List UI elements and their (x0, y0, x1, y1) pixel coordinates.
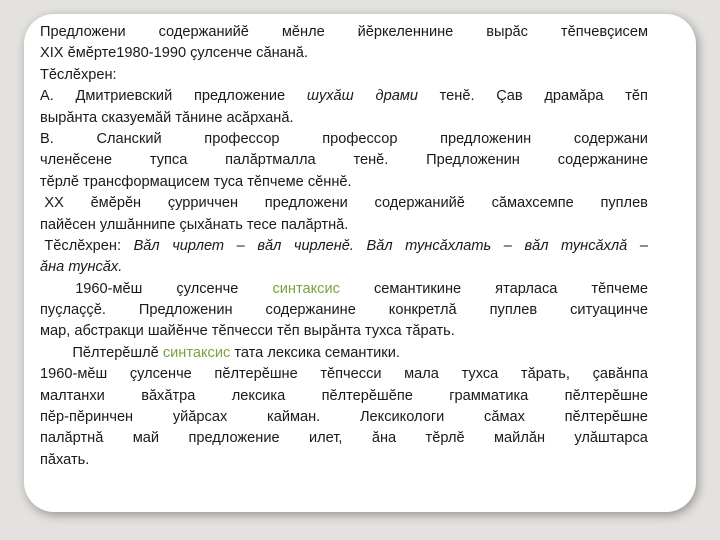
word: предложение (188, 430, 280, 447)
text-line (40, 321, 648, 342)
word: тĕпчеме (591, 280, 648, 297)
word: пĕлтерĕшне (214, 366, 298, 383)
text-segment: пăхать. (40, 451, 90, 468)
text-segment: вырăнта сказуемăй тăнине асăрханă. (40, 109, 294, 126)
paragraph (40, 193, 648, 236)
word: сăмахсемпе (491, 195, 574, 212)
word: – (639, 237, 648, 254)
word: содержанине (557, 152, 648, 169)
text-line (40, 215, 648, 236)
word: конкретлă (388, 302, 457, 319)
text-line (40, 43, 648, 64)
paragraph (40, 129, 648, 193)
word: улăштарса (574, 430, 648, 447)
word: йĕркеленнине (357, 24, 454, 40)
text-segment: синтаксис (162, 344, 231, 361)
word: Лексикологи (359, 409, 445, 426)
word: тенĕ. (439, 88, 475, 105)
word: Предложенин (138, 302, 233, 319)
paragraph (40, 343, 648, 364)
word: тĕрлĕ (425, 430, 465, 447)
word: лексика (231, 387, 286, 404)
word: семантикине (373, 280, 462, 297)
text-segment: тата лексика семантики. (230, 344, 400, 361)
word: пĕлтерĕшĕпе (321, 387, 413, 404)
text-line (40, 407, 648, 428)
text-line (40, 172, 648, 193)
word: кайман. (267, 409, 321, 426)
document-body (40, 22, 648, 471)
word: содержанийĕ (374, 195, 465, 212)
word: содержани (573, 130, 648, 147)
word: тăрать, (520, 366, 570, 383)
word: илет, (309, 430, 343, 447)
word: грамматика (449, 387, 529, 404)
text-line (40, 428, 648, 449)
word: тупса (149, 152, 188, 169)
word: мĕнле (281, 24, 325, 40)
text-segment: мар, абстракци шайĕнче тĕпчесси тĕп вырăнта тухса тăрать. (40, 323, 455, 340)
text-line (40, 22, 648, 43)
word: Предложенин (426, 152, 520, 169)
paragraph (40, 65, 648, 86)
word: мала (404, 366, 439, 383)
word: чирленĕ. (293, 237, 354, 254)
word: çулсенче (129, 366, 192, 383)
text-line (40, 257, 648, 278)
word: сăмах (484, 409, 525, 426)
word: содержанине (265, 302, 356, 319)
word: В. (40, 130, 54, 147)
word: – (503, 237, 512, 254)
word: ĕмĕрĕн (90, 195, 142, 212)
word: пĕр-пĕринчен (40, 409, 134, 426)
text-line (40, 65, 648, 86)
word: Вăл (133, 237, 160, 254)
word: вăл (524, 237, 549, 254)
paragraph (40, 364, 648, 471)
word: тĕпчесси (320, 366, 382, 383)
text-line (40, 236, 648, 257)
word: предложени (264, 195, 348, 212)
word: драмăра (544, 88, 604, 105)
word: ăна (371, 430, 397, 447)
word: Тĕслĕхрен: (44, 237, 121, 254)
text-segment: Пĕлтерĕшлĕ (40, 344, 163, 361)
word: палăртмалла (225, 152, 316, 169)
paragraph (40, 22, 648, 65)
word: вырăс (486, 24, 528, 40)
word: тĕп (625, 88, 648, 105)
text-line (40, 108, 648, 129)
text-line (40, 450, 648, 471)
text-line (40, 86, 648, 107)
word: членĕсене (40, 152, 112, 169)
word: предложенин (440, 130, 532, 147)
word: май (132, 430, 160, 447)
word: çавăнпа (592, 366, 648, 383)
text-line (40, 343, 648, 364)
word: Çав (496, 88, 523, 105)
word: уйăрсах (172, 409, 228, 426)
word: содержанийĕ (158, 24, 249, 40)
word: пуплев (600, 195, 648, 212)
text-line (40, 364, 648, 385)
word: чирлет (172, 237, 225, 254)
text-segment: Тĕслĕхрен: (40, 66, 117, 83)
word: ситуацинче (570, 302, 648, 319)
word: тунсăхлă (561, 237, 628, 254)
word: драми (375, 88, 418, 105)
word: çурриччен (167, 195, 239, 212)
paragraph (40, 279, 648, 343)
word: ятарласа (495, 280, 558, 297)
text-line (40, 150, 648, 171)
word: майлăн (494, 430, 546, 447)
word: малтанхи (40, 387, 105, 404)
word: XX (44, 195, 64, 212)
text-segment: ăна тунсăх. (40, 259, 123, 276)
word: профессор (204, 130, 280, 147)
word: Сланский (96, 130, 162, 147)
word: шухăш (306, 88, 354, 105)
paragraph (40, 236, 648, 279)
word: профессор (322, 130, 398, 147)
word: А. (40, 88, 54, 105)
paragraph (40, 86, 648, 129)
word: палăртнă (40, 430, 104, 447)
text-segment: пайĕсен улшăннипе çыхăнать тесе палăртнă. (40, 216, 349, 233)
word: тенĕ. (353, 152, 389, 169)
word: Вăл (366, 237, 393, 254)
text-segment: тĕрлĕ трансформацисем туса тĕпчеме сĕннĕ. (40, 173, 352, 190)
text-line (40, 193, 648, 214)
word: предложение (193, 88, 286, 105)
word: тухса (461, 366, 499, 383)
word: Дмитриевский (75, 88, 173, 105)
word: тунсăхлать (405, 237, 492, 254)
word: Предложени (40, 24, 126, 40)
word: пуплев (489, 302, 538, 319)
word: синтаксис (272, 280, 340, 297)
word: тĕпчевçисем (560, 24, 648, 40)
word: вăл (257, 237, 282, 254)
text-segment: XIX ĕмĕрте1980-1990 çулсенче сăнанă. (40, 45, 308, 62)
word: пĕлтерĕшне (564, 409, 648, 426)
word: пуçлаççĕ. (40, 302, 106, 319)
text-line (40, 279, 648, 300)
word: 1960-мĕш (40, 366, 108, 383)
text-line (40, 300, 648, 321)
word: пĕлтерĕшне (564, 387, 648, 404)
text-line (40, 129, 648, 150)
word: çулсенче (176, 280, 239, 297)
word: вăхăтра (141, 387, 196, 404)
word: 1960-мĕш (75, 280, 143, 297)
text-line (40, 386, 648, 407)
word: – (236, 237, 245, 254)
